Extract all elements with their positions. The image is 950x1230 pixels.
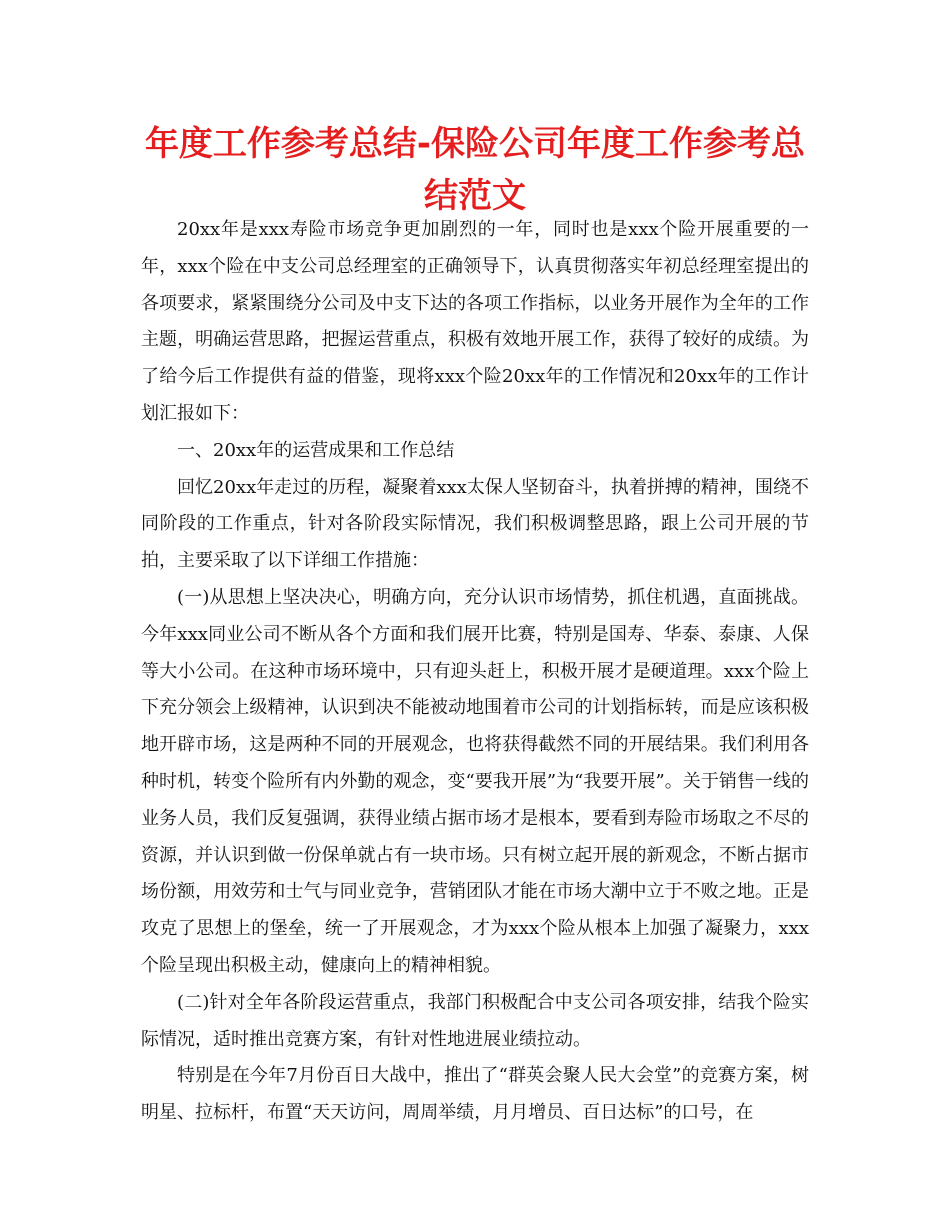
paragraph: (一)从思想上坚决决心，明确方向，充分认识市场情势，抓住机遇，直面挑战。今年xxx同业公司不断从各个方面和我们展开比赛，特别是国寿、华泰、泰康、人保等大小公司。在这种市场环境中，只有迎头赶上，积极开展才是硬道理。xxx个险上下充分领会上级精神，认识到决不能被动地围着市公司的计划指标转，而是应该积极地开辟市场，这是两种不同的开展观念，也将获得截然不同的开展结果。我们利用各种时机，转变个险所有内外勤的观念，变“要我开展”为“我要开展”。关于销售一线的业务人员，我们反复强调，获得业绩占据市场才是根本，要看到寿险市场取之不尽的资源，并认识到做一份保单就占有一块市场。只有树立起开展的新观念，不断占据市场份额，用效劳和士气与同业竞争，营销团队才能在市场大潮中立于不败之地。正是攻克了思想上的堡垒，统一了开展观念，才为xxx个险从根本上加强了凝聚力，xxx个险呈现出积极主动，健康向上的精神相貌。 xyxy=(141,586,809,976)
paragraph: (二)针对全年各阶段运营重点，我部门积极配合中支公司各项安排，结我个险实际情况，适时推出竞赛方案，有针对性地进展业绩拉动。 xyxy=(141,991,809,1050)
document-title: 年度工作参考总结-保险公司年度工作参考总结范文 xyxy=(144,124,806,216)
paragraph: 20xx年是xxx寿险市场竞争更加剧烈的一年，同时也是xxx个险开展重要的一年，xxx个险在中支公司总经理室的正确领导下，认真贯彻落实年初总经理室提出的各项要求，紧紧围绕分公司及中支下达的各项工作指标，以业务开展作为全年的工作主题，明确运营思路，把握运营重点，积极有效地开展工作，获得了较好的成绩。为了给今后工作提供有益的借鉴，现将xxx个险20xx年的工作情况和20xx年的工作计划汇报如下： xyxy=(141,219,809,424)
paragraph: 回忆20xx年走过的历程，凝聚着xxx太保人坚韧奋斗，执着拼搏的精神，围绕不同阶段的工作重点，针对各阶段实际情况，我们积极调整思路，跟上公司开展的节拍，主要采取了以下详细工作措施： xyxy=(141,476,809,572)
paragraph: 特别是在今年7月份百日大战中，推出了“群英会聚人民大会堂”的竞赛方案，树明星、拉标杆，布置“天天访问，周周举绩，月月增员、百日达标”的口号，在 xyxy=(141,1065,809,1124)
section-heading: 一、20xx年的运营成果和工作总结 xyxy=(177,439,455,461)
document-body xyxy=(141,212,809,1132)
